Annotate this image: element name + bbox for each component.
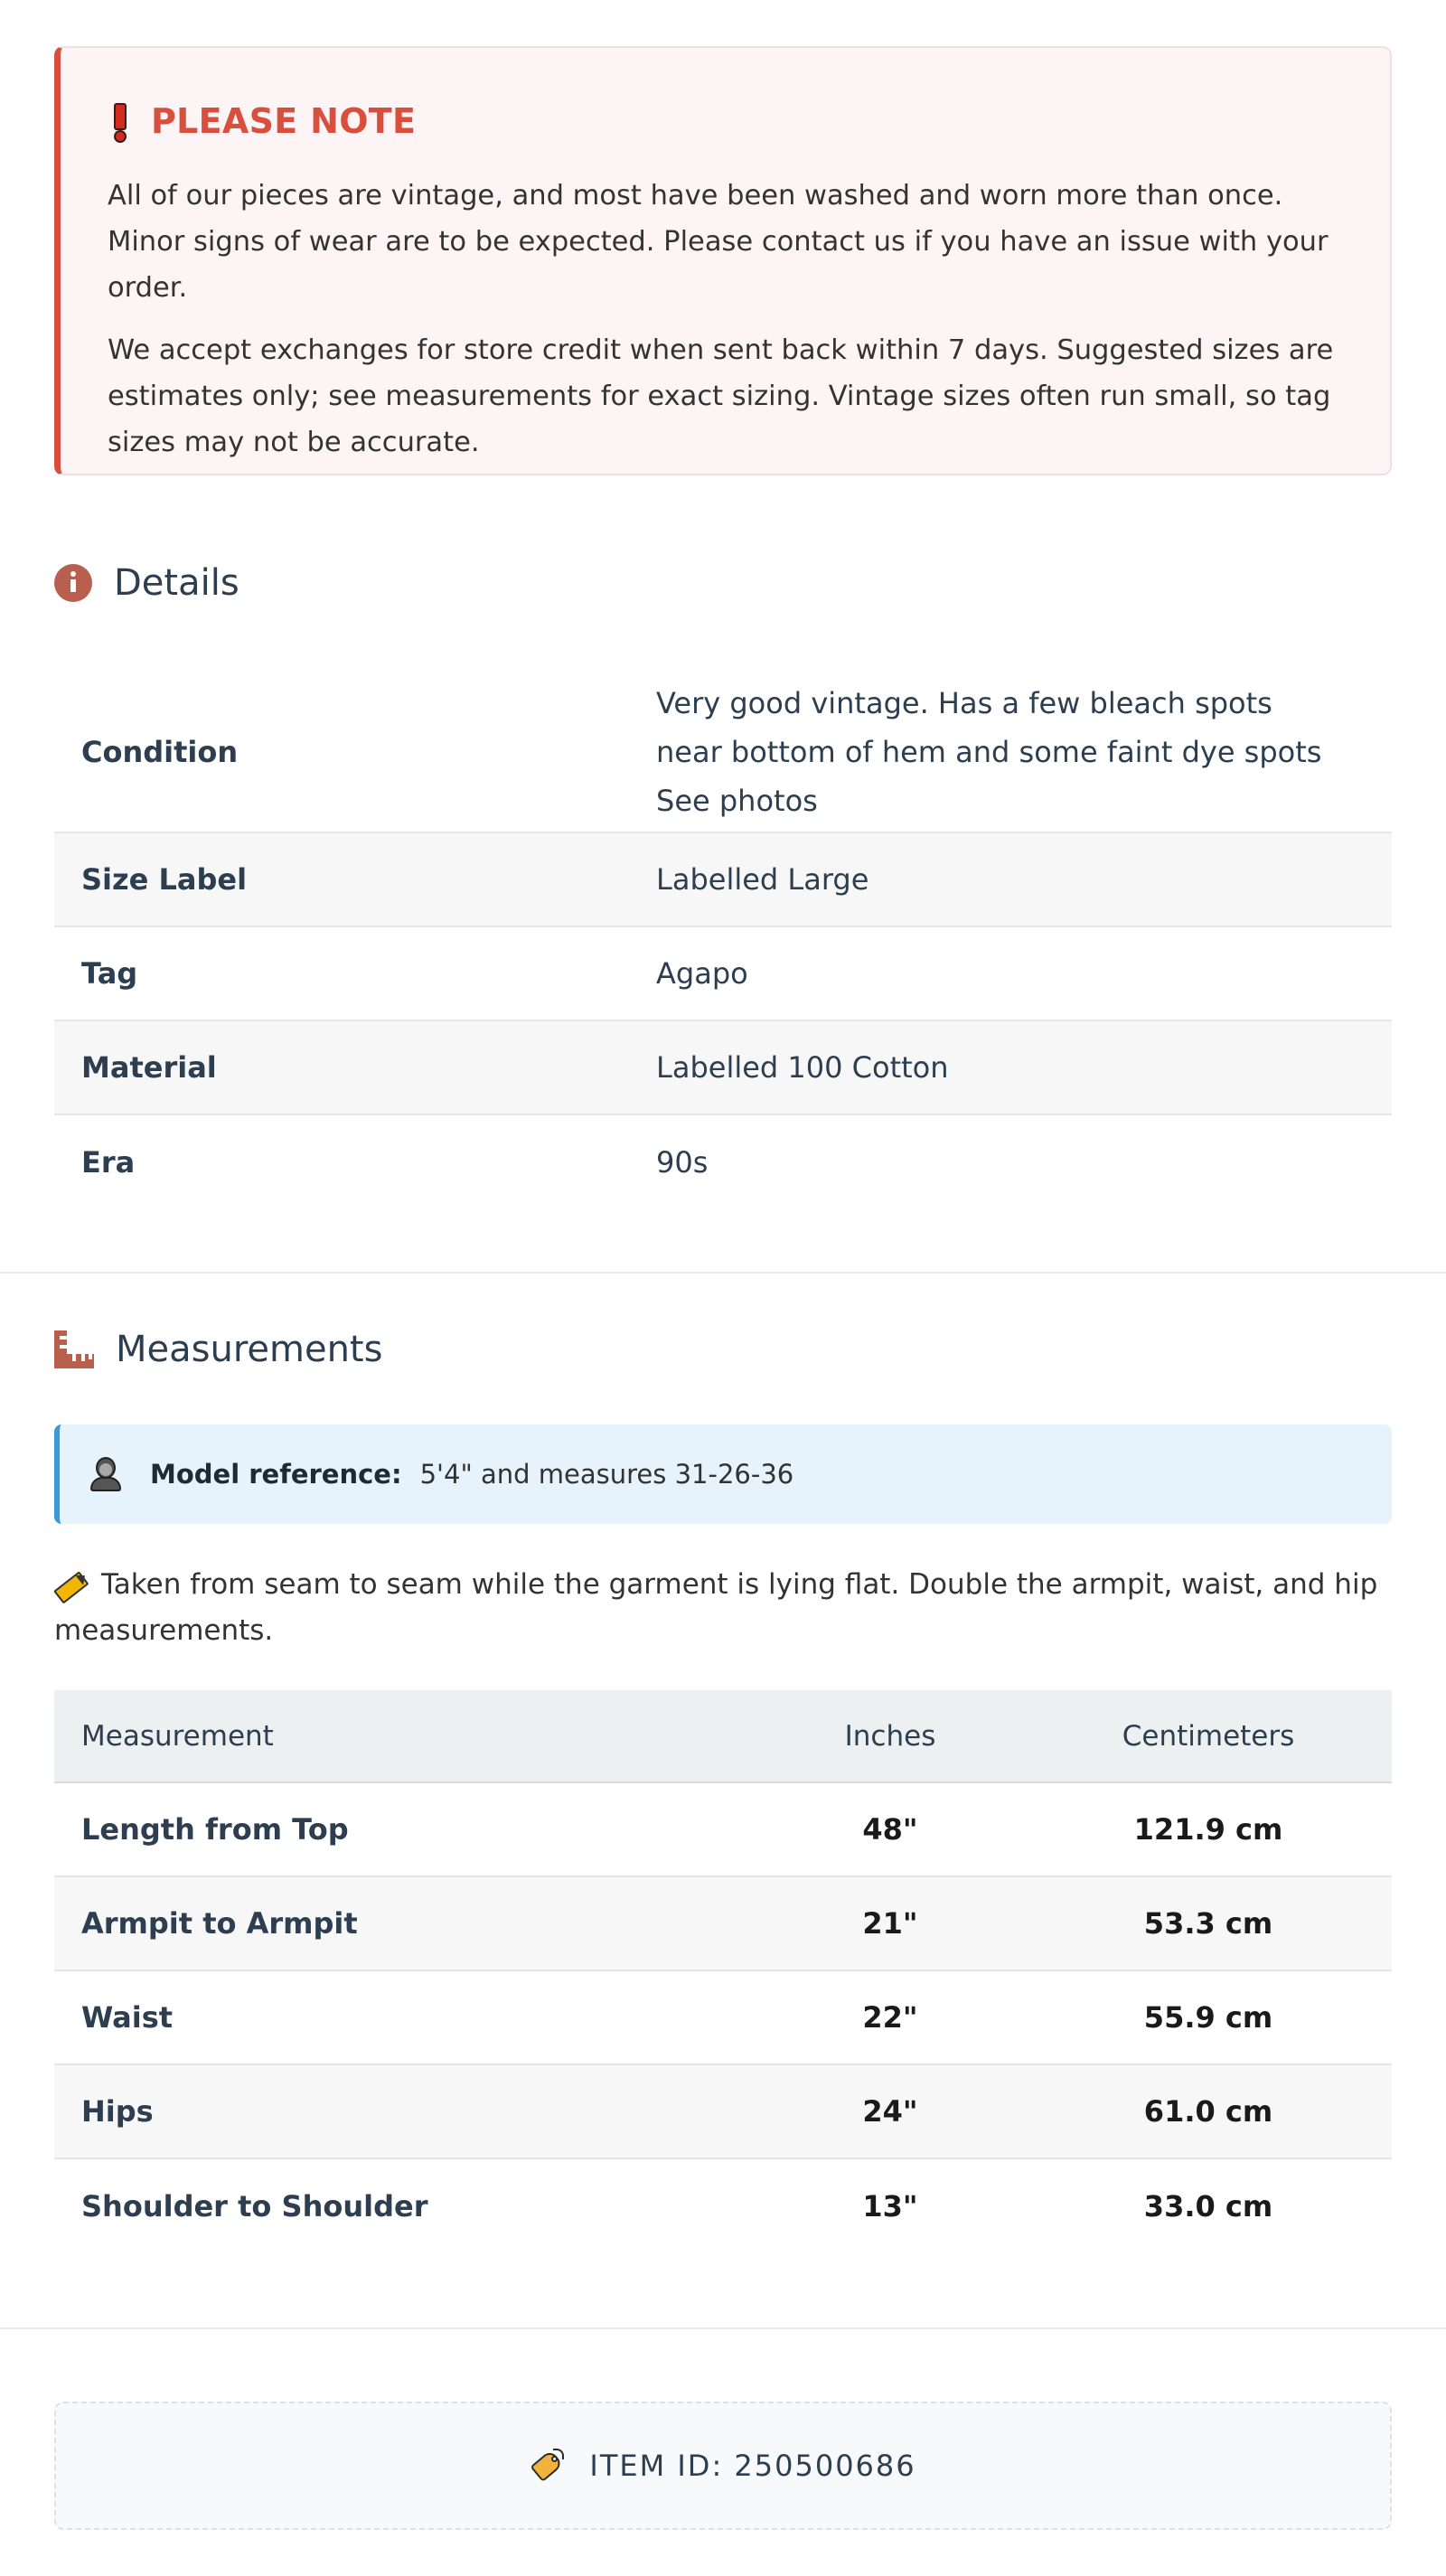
measurement-cm: 55.9 cm	[1025, 1970, 1392, 2064]
table-row	[54, 926, 1392, 1020]
measurement-inches: 21"	[756, 1876, 1025, 1970]
measurement-inches: 24"	[756, 2064, 1025, 2158]
measurement-cm: 121.9 cm	[1025, 1782, 1392, 1876]
item-id-box	[54, 2402, 1392, 2530]
measurement-name: Hips	[54, 2064, 756, 2158]
detail-label: Tag	[81, 956, 138, 991]
item-id-text: ITEM ID: 250500686	[589, 2449, 916, 2483]
measurement-inches: 48"	[756, 1782, 1025, 1876]
notice-paragraph: All of our pieces are vintage, and most have been washed and worn more than once. Minor signs of wear are to be expected. Please contact us if you have an issue with your order.	[108, 180, 1329, 304]
notice-box	[54, 46, 1392, 475]
detail-value: Labelled 100 Cotton	[656, 1050, 949, 1085]
detail-label: Era	[81, 1144, 136, 1180]
table-row	[54, 2064, 1392, 2158]
person-icon	[90, 1457, 121, 1491]
details-section	[54, 562, 1392, 1208]
table-row	[54, 1970, 1392, 2064]
details-title: Details	[114, 562, 239, 604]
measurement-cm: 33.0 cm	[1143, 2188, 1273, 2223]
measurements-title: Measurements	[116, 1329, 383, 1370]
table-row	[54, 1782, 1392, 1876]
table-row	[54, 1876, 1392, 1970]
measurements-heading	[54, 1329, 1392, 1370]
notice-title: PLEASE NOTE	[151, 101, 417, 141]
detail-label: Material	[81, 1050, 217, 1085]
details-heading	[54, 562, 1392, 604]
table-row	[54, 1020, 1392, 1114]
measurement-cm: 61.0 cm	[1025, 2064, 1392, 2158]
measurement-name: Armpit to Armpit	[54, 1876, 756, 1970]
detail-label: Size Label	[81, 862, 248, 897]
detail-value: Labelled Large	[656, 862, 869, 897]
ruler-pencil-icon	[53, 1569, 89, 1602]
table-row	[54, 672, 1392, 832]
table-header-row	[54, 1690, 1392, 1782]
notice-paragraph: We accept exchanges for store credit when sent back within 7 days. Suggested sizes are estimates only; see measurements for exact sizing. Vintage sizes often run small, so tag sizes may not be accurate.	[108, 334, 1334, 458]
measurement-cm: 53.3 cm	[1025, 1876, 1392, 1970]
measurements-section	[54, 1329, 1392, 2252]
details-table	[54, 672, 1392, 1208]
page-content	[0, 46, 1446, 475]
model-reference-box	[54, 1424, 1392, 1524]
table-row	[54, 2158, 1392, 2252]
exclamation-icon	[113, 103, 124, 139]
detail-value: 90s	[656, 1144, 709, 1180]
measurements-table	[54, 1690, 1392, 2252]
table-row	[54, 832, 1392, 926]
measurement-instructions	[54, 1562, 1392, 1654]
ruler-icon	[54, 1330, 94, 1368]
measurement-inches: 13"	[862, 2188, 918, 2223]
tag-icon	[530, 2449, 566, 2483]
detail-label: Condition	[81, 734, 239, 769]
column-header: Centimeters	[1025, 1690, 1392, 1782]
measurement-name: Waist	[54, 1970, 756, 2064]
measurement-name: Length from Top	[54, 1782, 756, 1876]
column-header: Measurement	[54, 1690, 756, 1782]
measurement-inches: 22"	[756, 1970, 1025, 2064]
model-reference-value: 5'4" and measures 31-26-36	[419, 1459, 794, 1490]
notice-header	[108, 100, 1343, 142]
section-divider	[0, 2327, 1446, 2329]
detail-value: Agapo	[656, 956, 748, 991]
model-reference-label: Model reference:	[150, 1459, 402, 1490]
measurement-name: Shoulder to Shoulder	[81, 2188, 428, 2223]
section-divider	[0, 1272, 1446, 1274]
instructions-text: Taken from seam to seam while the garment is lying flat. Double the armpit, waist, and hip measurements.	[54, 1568, 1378, 1647]
info-icon	[54, 564, 92, 602]
table-row	[54, 1114, 1392, 1208]
column-header: Inches	[756, 1690, 1025, 1782]
detail-value: Very good vintage. Has a few bleach spots near bottom of hem and some faint dye spots See photos	[656, 685, 1322, 818]
